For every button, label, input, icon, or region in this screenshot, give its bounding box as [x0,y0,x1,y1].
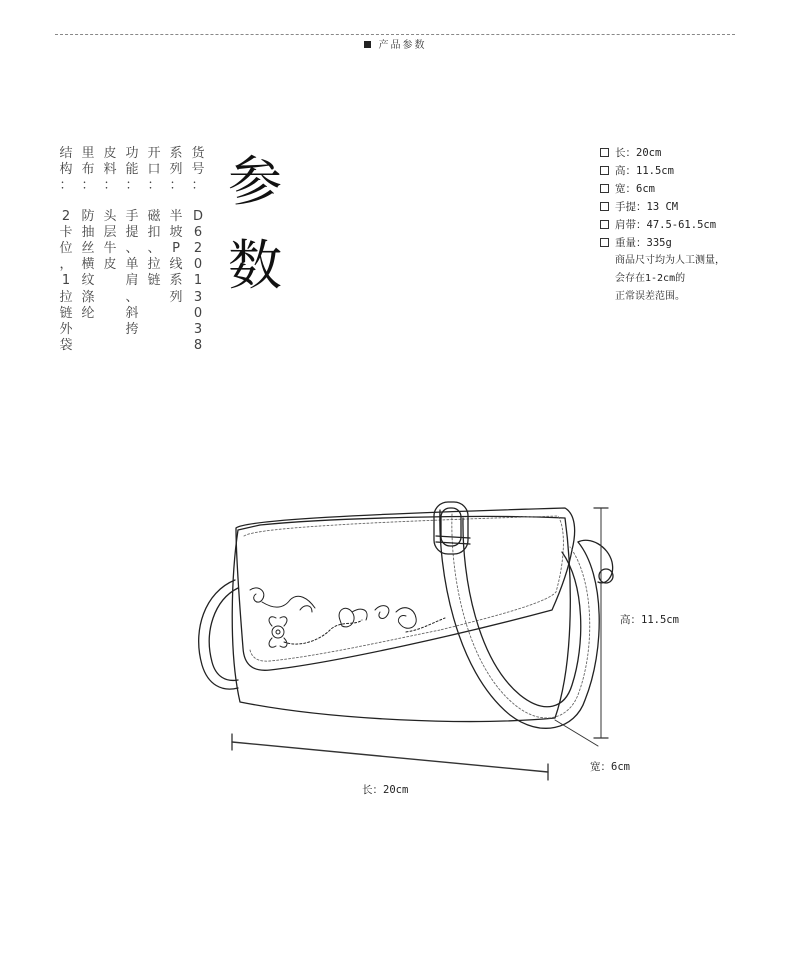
param-column [190,146,206,354]
spec-item [600,162,790,180]
param-key: 里 布 [81,146,95,178]
spec-text: 肩带：47.5-61.5cm [615,219,717,231]
param-value: 半 坡 P 线 系 列 [169,208,183,305]
param-key: 开 口 [147,146,161,178]
floral-embroidery [250,588,445,647]
flap-stitching [244,516,563,630]
title-char-2: 数 [228,234,282,297]
param-key: 系 列 [169,146,183,178]
spec-list [600,144,790,306]
param-value: 磁 扣 、 拉 链 [147,208,161,289]
length-dimension-line [232,742,548,772]
param-key: 皮 料 [103,146,117,178]
checkbox-square-icon [600,238,609,247]
checkbox-square-icon [600,202,609,211]
param-value: 2 卡 位 ， 1 拉 链 外 袋 [59,208,73,354]
param-value: 手 提 、 单 肩 、 斜 挎 [125,208,139,338]
spec-item [600,180,790,198]
bag-line-drawing [0,480,790,820]
param-colon: ： [103,178,117,194]
param-column [124,146,140,338]
height-label: 高：11.5cm [620,614,679,626]
strap-stitching [452,514,590,718]
param-column [168,146,184,306]
width-dimension-line [555,720,598,746]
param-colon: ： [147,178,161,194]
measurement-note [600,252,790,306]
param-column [102,146,118,273]
note-line: 正常误差范围。 [615,291,685,302]
spec-item [600,216,790,234]
spec-text: 长：20cm [615,147,662,159]
square-bullet-icon [364,41,371,48]
param-colon: ： [59,178,73,194]
param-colon: ： [169,178,183,194]
spec-text: 宽：6cm [615,183,655,195]
section-title: 产品参数 [378,40,427,51]
title-char-1: 参 [228,150,282,213]
param-column [58,146,74,354]
param-colon: ： [81,178,95,194]
checkbox-square-icon [600,166,609,175]
parameter-columns [58,146,218,386]
param-column [146,146,162,290]
side-loop-inner [209,588,238,680]
checkbox-square-icon [600,220,609,229]
length-label: 长：20cm [362,784,409,796]
top-divider [55,34,735,35]
param-value: 防 抽 丝 横 纹 涤 纶 [81,208,95,321]
note-line: 会存在1-2cm的 [615,273,686,284]
checkbox-square-icon [600,148,609,157]
spec-text: 重量：335g [615,237,672,249]
buckle-inner [441,508,461,546]
note-line: 商品尺寸均为人工测量， [615,255,725,266]
param-value: D 6 2 0 1 3 0 3 8 [192,208,203,354]
spec-text: 高：11.5cm [615,165,674,177]
width-label: 宽：6cm [590,761,630,773]
param-value: 头 层 牛 皮 [103,208,117,273]
param-column [80,146,96,322]
param-key: 功 能 [125,146,139,178]
checkbox-square-icon [600,184,609,193]
param-colon: ： [125,178,139,194]
spec-text: 手提：13 CM [615,201,679,213]
section-header [0,36,790,51]
spec-item [600,144,790,162]
spec-item [600,198,790,216]
flap-stitching-lower [250,630,440,661]
page-title [222,140,288,308]
spec-item [600,234,790,252]
param-colon: ： [191,178,205,194]
param-key: 结 构 [59,146,73,178]
param-key: 货 号 [191,146,205,178]
